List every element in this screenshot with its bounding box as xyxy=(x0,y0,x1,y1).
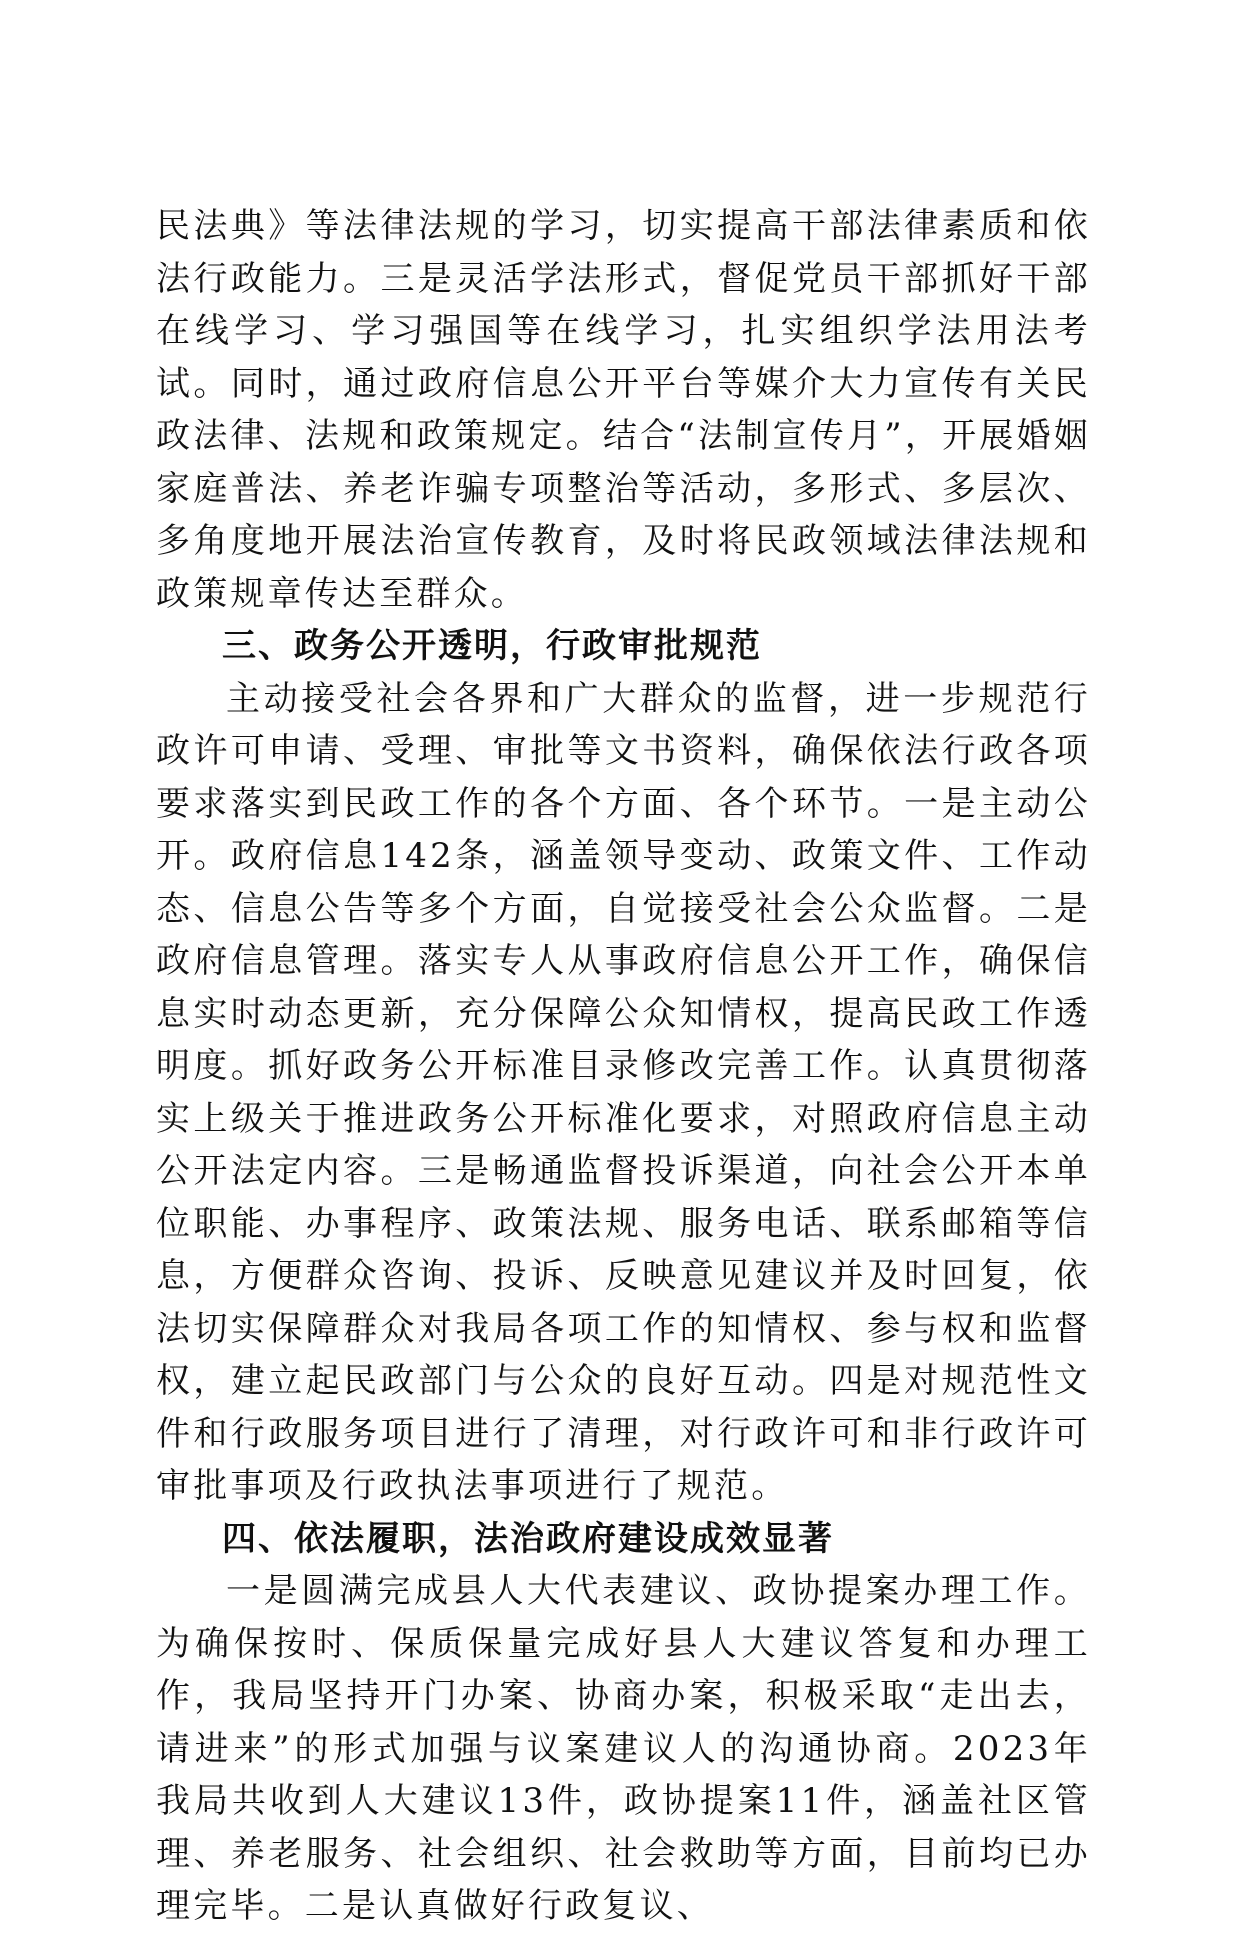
section-heading-4: 四、依法履职，法治政府建设成效显著 xyxy=(222,1518,834,1559)
paragraph-government-transparency: 主动接受社会各界和广大群众的监督，进一步规范行政许可申请、受理、审批等文书资料，确保依法行政各项要求落实到民政工作的各个方面、各个环节。一是主动公开。政府信息142条，涵盖领导变动、政策文件、工作动态、信息公告等多个方面，自觉接受社会公众监督。二是政府信息管理。落实专人从事政府信息公开工作，确保信息实时动态更新，充分保障公众知情权，提高民政工作透明度。抓好政务公开标准目录修改完善工作。认真贯彻落实上级关于推进政务公开标准化要求，对照政府信息主动公开法定内容。三是畅通监督投诉渠道，向社会公开本单位职能、办事程序、政策法规、服务电话、联系邮箱等信息，方便群众咨询、投诉、反映意见建议并及时回复，依法切实保障群众对我局各项工作的知情权、参与权和监督权，建立起民政部门与公众的良好互动。四是对规范性文件和行政服务项目进行了清理，对行政许可和非行政许可审批事项及行政执法事项进行了规范。 xyxy=(156,678,1091,1506)
document-body xyxy=(156,200,1091,1933)
paragraph-legal-study: 民法典》等法律法规的学习，切实提高干部法律素质和依法行政能力。三是灵活学法形式，督促党员干部抓好干部在线学习、学习强国等在线学习，扎实组织学法用法考试。同时，通过政府信息公开平台等媒介大力宣传有关民政法律、法规和政策规定。结合“法制宣传月”，开展婚姻家庭普法、养老诈骗专项整治等活动，多形式、多层次、多角度地开展法治宣传教育，及时将民政领域法律法规和政策规章传达至群众。 xyxy=(156,206,1091,614)
paragraph-lawful-duties: 一是圆满完成县人大代表建议、政协提案办理工作。为确保按时、保质保量完成好县人大建议答复和办理工作，我局坚持开门办案、协商办案，积极采取“走出去，请进来”的形式加强与议案建议人的沟通协商。2023年我局共收到人大建议13件，政协提案11件，涵盖社区管理、养老服务、社会组织、社会救助等方面，目前均已办理完毕。二是认真做好行政复议、 xyxy=(156,1571,1091,1926)
section-heading-3: 三、政务公开透明，行政审批规范 xyxy=(222,626,762,666)
